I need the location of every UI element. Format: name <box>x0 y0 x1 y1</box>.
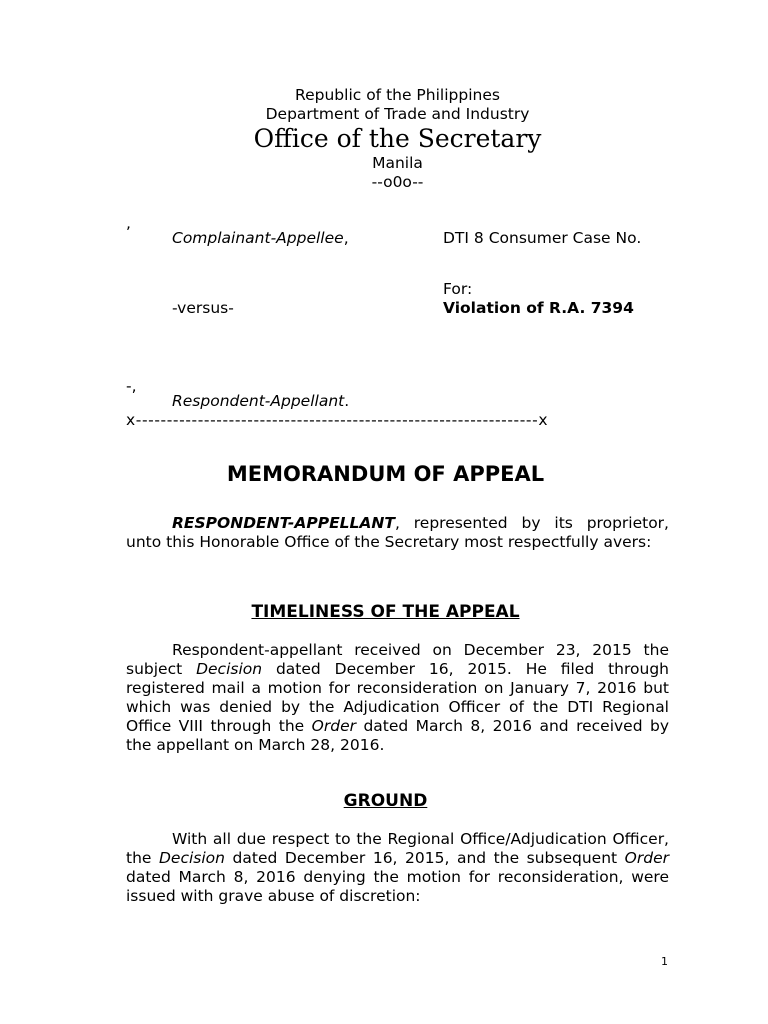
for-label: For: <box>443 280 473 298</box>
timeliness-heading: TIMELINESS OF THE APPEAL <box>251 602 520 622</box>
intro-lead: RESPONDENT-APPELLANT <box>172 514 395 532</box>
timeliness-text-2: dated December 16, 2015. He filed through registered mail a motion for reconsideration on January 7, 2016 but which was denied by the Adjudication Officer of the DTI Regional Office VIII through the <box>126 659 670 735</box>
header-department: Department of Trade and Industry <box>265 105 530 123</box>
header-republic: Republic of the Philippines <box>295 86 500 104</box>
document-title: MEMORANDUM OF APPEAL <box>226 462 545 486</box>
respondent-label-text: Respondent-Appellant <box>172 392 345 410</box>
header-office-title: Office of the Secretary <box>253 124 542 153</box>
timeliness-decision: Decision <box>196 659 263 678</box>
timeliness-paragraph <box>126 641 669 754</box>
respondent-name-mark: -, <box>126 377 137 395</box>
header-ornament: --o0o-- <box>371 173 424 191</box>
violation-text: Violation of R.A. 7394 <box>443 299 634 317</box>
complainant-name-mark: , <box>126 214 131 232</box>
page-number: 1 <box>661 955 668 968</box>
ground-text-1: With all due respect to the Regional Office/Adjudication Officer, the <box>126 830 669 867</box>
ground-order: Order <box>624 848 669 867</box>
respondent-label <box>172 392 349 411</box>
respondent-period: . <box>344 392 350 410</box>
ground-text-3: dated March 8, 2016 denying the motion for reconsideration, were issued with grave abuse of discretion: <box>126 867 669 905</box>
timeliness-text-3: dated March 8, 2016 and received by the appellant on March 28, 2016. <box>126 716 670 754</box>
ground-text-2: dated December 16, 2015, and the subsequent <box>225 848 625 867</box>
versus-label: -versus- <box>172 299 234 317</box>
intro-rest: , represented by its proprietor, unto this Honorable Office of the Secretary most respectfully avers: <box>126 514 669 551</box>
ground-paragraph <box>126 830 669 906</box>
complainant-label <box>172 229 349 248</box>
complainant-label-text: Complainant-Appellee <box>172 229 344 247</box>
caption-divider: x-----------------------------------------------------------------x <box>126 411 549 429</box>
intro-paragraph <box>126 514 669 552</box>
case-number: DTI 8 Consumer Case No. <box>443 229 642 247</box>
ground-decision: Decision <box>159 848 225 867</box>
complainant-comma: , <box>343 229 349 247</box>
header-city: Manila <box>372 154 423 172</box>
timeliness-text-1: Respondent-appellant received on December 23, 2015 the subject <box>126 641 669 678</box>
ground-heading: GROUND <box>343 791 428 811</box>
timeliness-order: Order <box>311 716 356 735</box>
violation-label <box>443 299 634 318</box>
